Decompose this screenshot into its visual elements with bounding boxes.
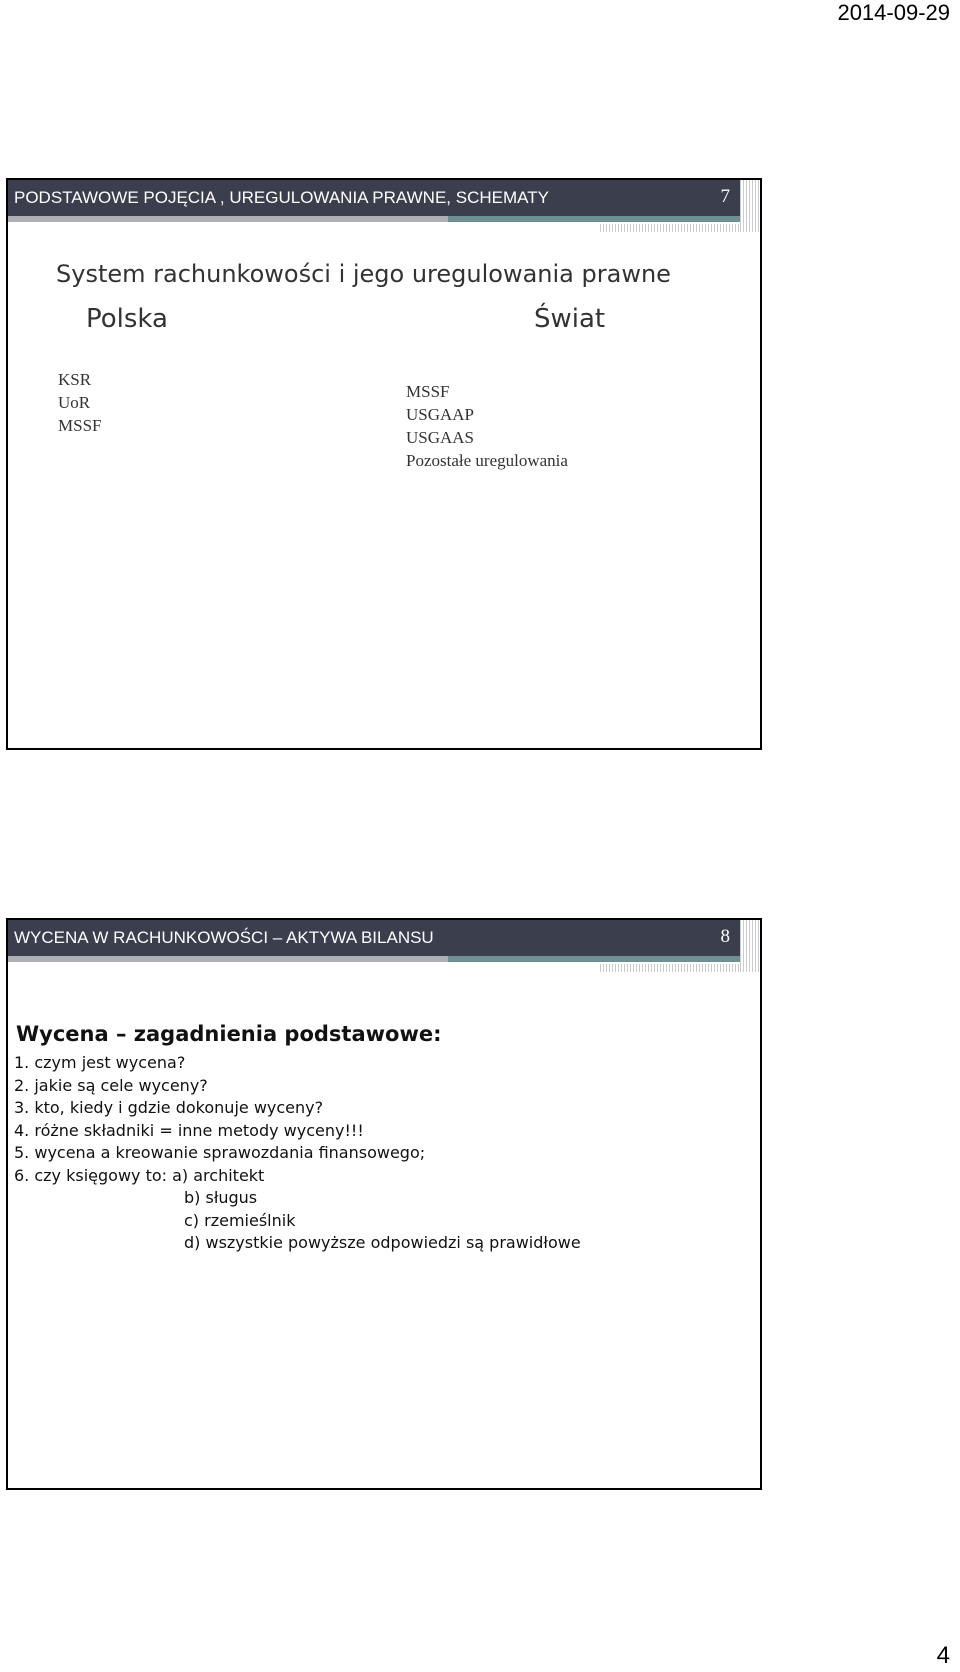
slide-7 [6, 178, 762, 750]
accent-bar-teal [448, 216, 744, 222]
list-item: UoR [58, 393, 91, 412]
hatch-decoration-bottom [600, 964, 740, 972]
list-item: 5. wycena a kreowanie sprawozdania finansowego; [14, 1143, 426, 1162]
valuation-questions-list [14, 1052, 581, 1255]
column-heading-poland: Polska [86, 304, 168, 334]
page-number: 4 [936, 1642, 950, 1669]
accent-bar-gray [8, 956, 448, 962]
page-date: 2014-09-29 [837, 0, 950, 25]
slide-title: System rachunkowości i jego uregulowania prawne [56, 260, 671, 288]
list-item: Pozostałe uregulowania [406, 451, 568, 470]
list-item: KSR [58, 370, 92, 389]
list-item: MSSF [406, 382, 450, 401]
hatch-decoration-bottom [600, 224, 740, 232]
hatch-decoration [740, 920, 760, 972]
column-heading-world: Świat [534, 304, 606, 334]
slide-header-title: WYCENA W RACHUNKOWOŚCI – AKTYWA BILANSU [14, 928, 434, 947]
slide-number: 7 [720, 186, 730, 207]
list-item: USGAAP [406, 405, 475, 424]
list-item: 3. kto, kiedy i gdzie dokonuje wyceny? [14, 1098, 324, 1117]
slide-header-title: PODSTAWOWE POJĘCIA , UREGULOWANIA PRAWNE, SCHEMATY [14, 188, 549, 207]
hatch-decoration [740, 180, 760, 232]
list-item: 4. różne składniki = inne metody wyceny!!! [14, 1120, 364, 1140]
slide-8 [6, 918, 762, 1490]
list-item: 1. czym jest wycena? [14, 1053, 186, 1072]
slide-header [8, 920, 760, 956]
list-item: 6. czy księgowy to: a) architekt [14, 1165, 265, 1185]
list-sub-item: c) rzemieślnik [184, 1210, 296, 1230]
accent-bar [8, 956, 760, 962]
slide-heading: Wycena – zagadnienia podstawowe: [16, 1022, 442, 1046]
slide-number: 8 [720, 926, 730, 947]
world-regulations-list [406, 380, 568, 472]
slide-header [8, 180, 760, 216]
list-item: USGAAS [406, 428, 475, 447]
list-sub-item: b) sługus [184, 1188, 258, 1207]
accent-bar-gray [8, 216, 448, 222]
accent-bar-teal [448, 956, 744, 962]
list-item: 2. jakie są cele wyceny? [14, 1075, 208, 1095]
list-item: MSSF [58, 416, 102, 435]
accent-bar [8, 216, 760, 222]
poland-regulations-list [58, 368, 101, 437]
list-sub-item: d) wszystkie powyższe odpowiedzi są prawidłowe [184, 1233, 581, 1252]
